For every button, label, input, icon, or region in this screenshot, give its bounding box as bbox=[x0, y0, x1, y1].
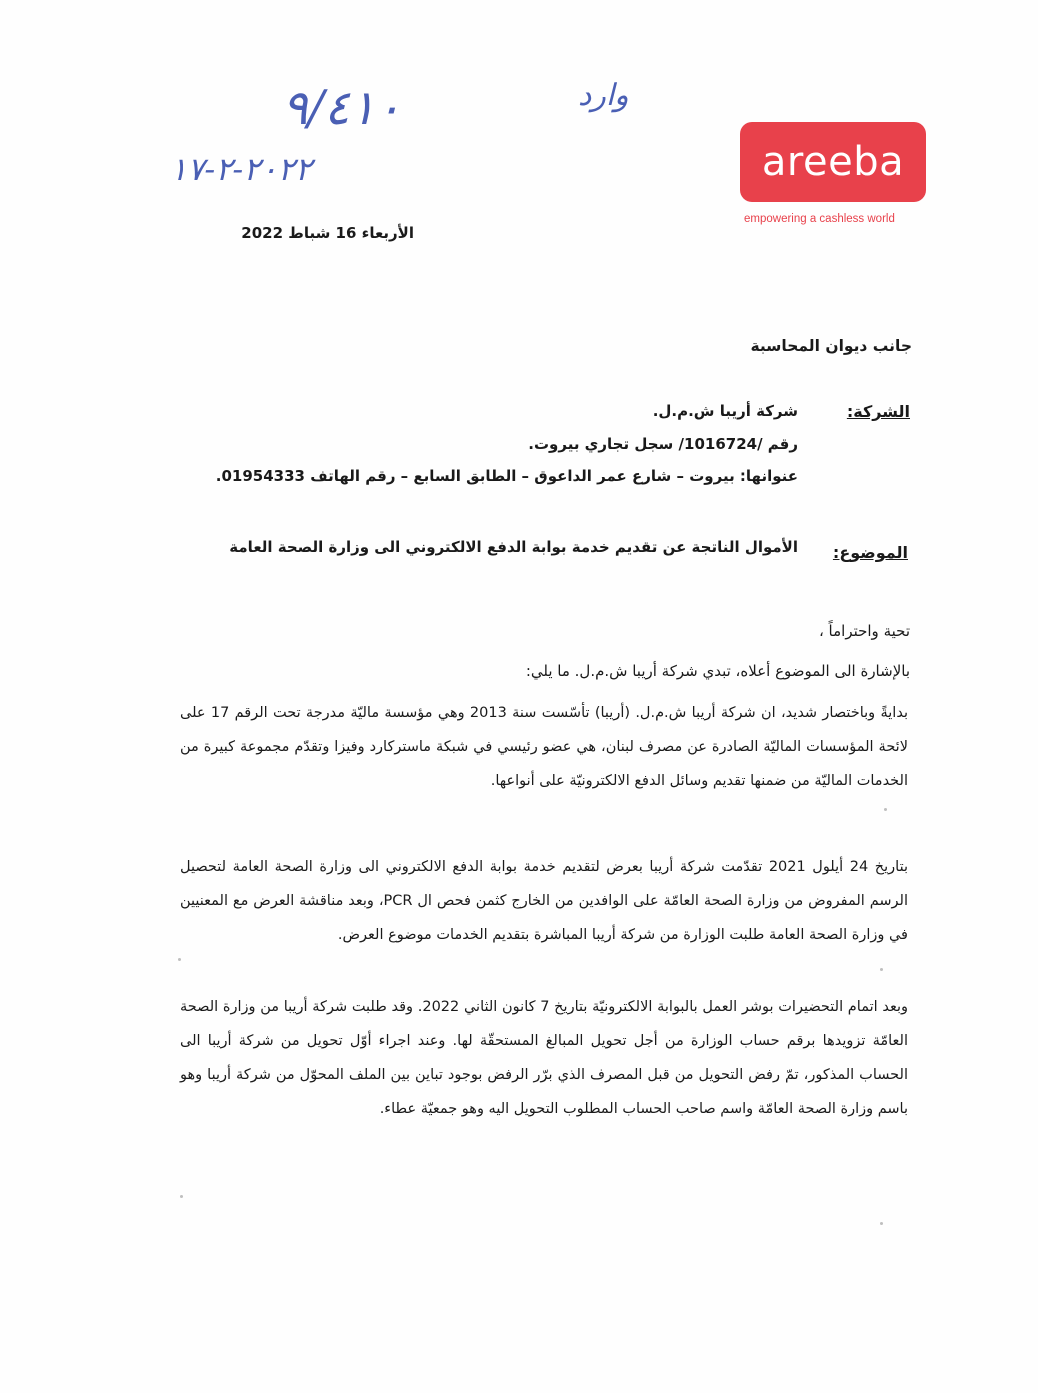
intro-line: بالإشارة الى الموضوع أعلاه، تبدي شركة أريبا ش.م.ل. ما يلي: bbox=[525, 662, 910, 680]
greeting: تحية واحتراماً ، bbox=[818, 622, 910, 640]
company-label: الشركة: bbox=[846, 402, 910, 421]
scan-speck bbox=[880, 968, 883, 971]
areeba-logo bbox=[740, 122, 926, 202]
company-registration-line: رقم /1016724/ سجل تجاري بيروت. bbox=[528, 435, 798, 453]
handwritten-date: ٢٠٢٢-٢-١٧ bbox=[170, 150, 312, 188]
addressee: جانب ديوان المحاسبة bbox=[750, 337, 912, 355]
body-paragraph-1: بدايةً وباختصار شديد، ان شركة أريبا ش.م.ل. (أريبا) تأسّست سنة 2013 وهي مؤسسة ماليّة مدرجة تحت الرقم 17 على لائحة المؤسسات الماليّة الصادرة عن مصرف لبنان، هي عضو رئيسي في شبكة ماستركارد وفيزا وتقدّم مجموعة كبيرة من الخدمات الماليّة من ضمنها تقديم وسائل الدفع الالكترونيّة على أنواعها. bbox=[180, 705, 908, 789]
subject-text: الأموال الناتجة عن تقديم خدمة بوابة الدفع الالكتروني الى وزارة الصحة العامة bbox=[229, 538, 798, 556]
company-name-line: شركة أريبا ش.م.ل. bbox=[652, 402, 798, 420]
handwritten-received-note: وارد bbox=[578, 78, 629, 113]
subject-label: الموضوع: bbox=[832, 543, 908, 562]
body-paragraph-2: بتاريخ 24 أيلول 2021 تقدّمت شركة أريبا بعرض لتقديم خدمة بوابة الدفع الالكتروني الى وزارة الصحة العامة لتحصيل الرسم المفروض من وزارة الصحة العامّة على الوافدين من الخارج كثمن فحص ال PCR، وبعد مناقشة العرض مع المعنيين في وزارة الصحة العامة طلبت الوزارة من شركة أريبا المباشرة بتقديم الخدمات موضوع العرض. bbox=[180, 859, 908, 943]
scan-speck bbox=[180, 1195, 183, 1198]
body-paragraph-3: وبعد اتمام التحضيرات بوشر العمل بالبوابة الالكترونيّة بتاريخ 7 كانون الثاني 2022. وقد طلبت شركة أريبا من وزارة الصحة العامّة تزويدها برقم حساب الوزارة من أجل تحويل المبالغ المستحقّة لها. وعند اجراء أوّل تحويل من شركة أريبا الى الحساب المذكور، تمّ رفض التحويل من قبل المصرف الذي برّر الرفض بوجود تباين بين الملف المحوّل من شركة أريبا وهو باسم وزارة الصحة العامّة واسم صاحب الحساب المطلوب التحويل اليه وهو جمعيّة عطاء. bbox=[180, 999, 908, 1117]
scan-speck bbox=[880, 1222, 883, 1225]
scan-speck bbox=[884, 808, 887, 811]
company-address-line: عنوانها: بيروت – شارع عمر الداعوق – الطابق السابع – رقم الهاتف 01954333. bbox=[215, 467, 798, 485]
scan-speck bbox=[178, 958, 181, 961]
logo-wordmark: areeba bbox=[761, 139, 905, 185]
logo-tagline: empowering a cashless world bbox=[744, 213, 895, 225]
handwritten-reference-number: ٩/٤١٠ bbox=[282, 80, 402, 136]
letter-date: الأربعاء 16 شباط 2022 bbox=[241, 224, 414, 242]
